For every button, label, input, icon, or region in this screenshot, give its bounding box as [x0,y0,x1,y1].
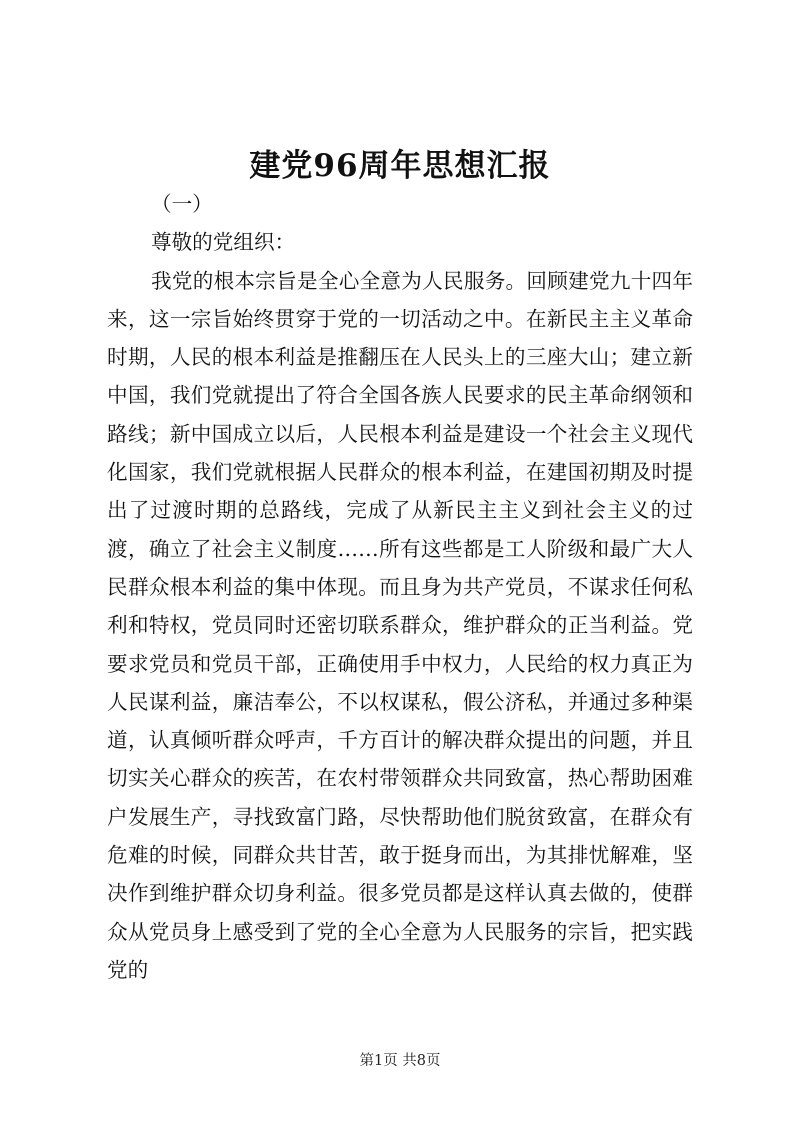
page-footer: 第1页 共8页 [359,1053,441,1069]
document-content [107,185,693,989]
salutation: 尊敬的党组织： [151,230,296,255]
section-label: （一） [151,192,213,216]
document-title: 建党96周年思想汇报 [249,148,551,184]
body-paragraph: 我党的根本宗旨是全心全意为人民服务。回顾建党九十四年来，这一宗旨始终贯穿于党的一切活动之中。在新民主主义革命时期，人民的根本利益是推翻压在人民头上的三座大山；建立新中国，我们党就提出了符合全国各族人民要求的民主革命纲领和路线；新中国成立以后，人民根本利益是建设一个社会主义现代化国家，我们党就根据人民群众的根本利益，在建国初期及时提出了过渡时期的总路线，完成了从新民主主义到社会主义的过渡，确立了社会主义制度……所有这些都是工人阶级和最广大人民群众根本利益的集中体现。而且身为共产党员，不谋求任何私利和特权，党员同时还密切联系群众，维护群众的正当利益。党要求党员和党员干部，正确使用手中权力，人民给的权力真正为人民谋利益，廉洁奉公，不以权谋私，假公济私，并通过多种渠道，认真倾听群众呼声，千方百计的解决群众提出的问题，并且切实关心群众的疾苦，在农村带领群众共同致富，热心帮助困难户发展生产，寻找致富门路，尽快帮助他们脱贫致富，在群众有危难的时候，同群众共甘苦，敢于挺身而出，为其排忧解难，坚决作到维护群众切身利益。很多党员都是这样认真去做的，使群众从党员身上感受到了党的全心全意为人民服务的宗旨，把实践党的 [107,268,693,982]
